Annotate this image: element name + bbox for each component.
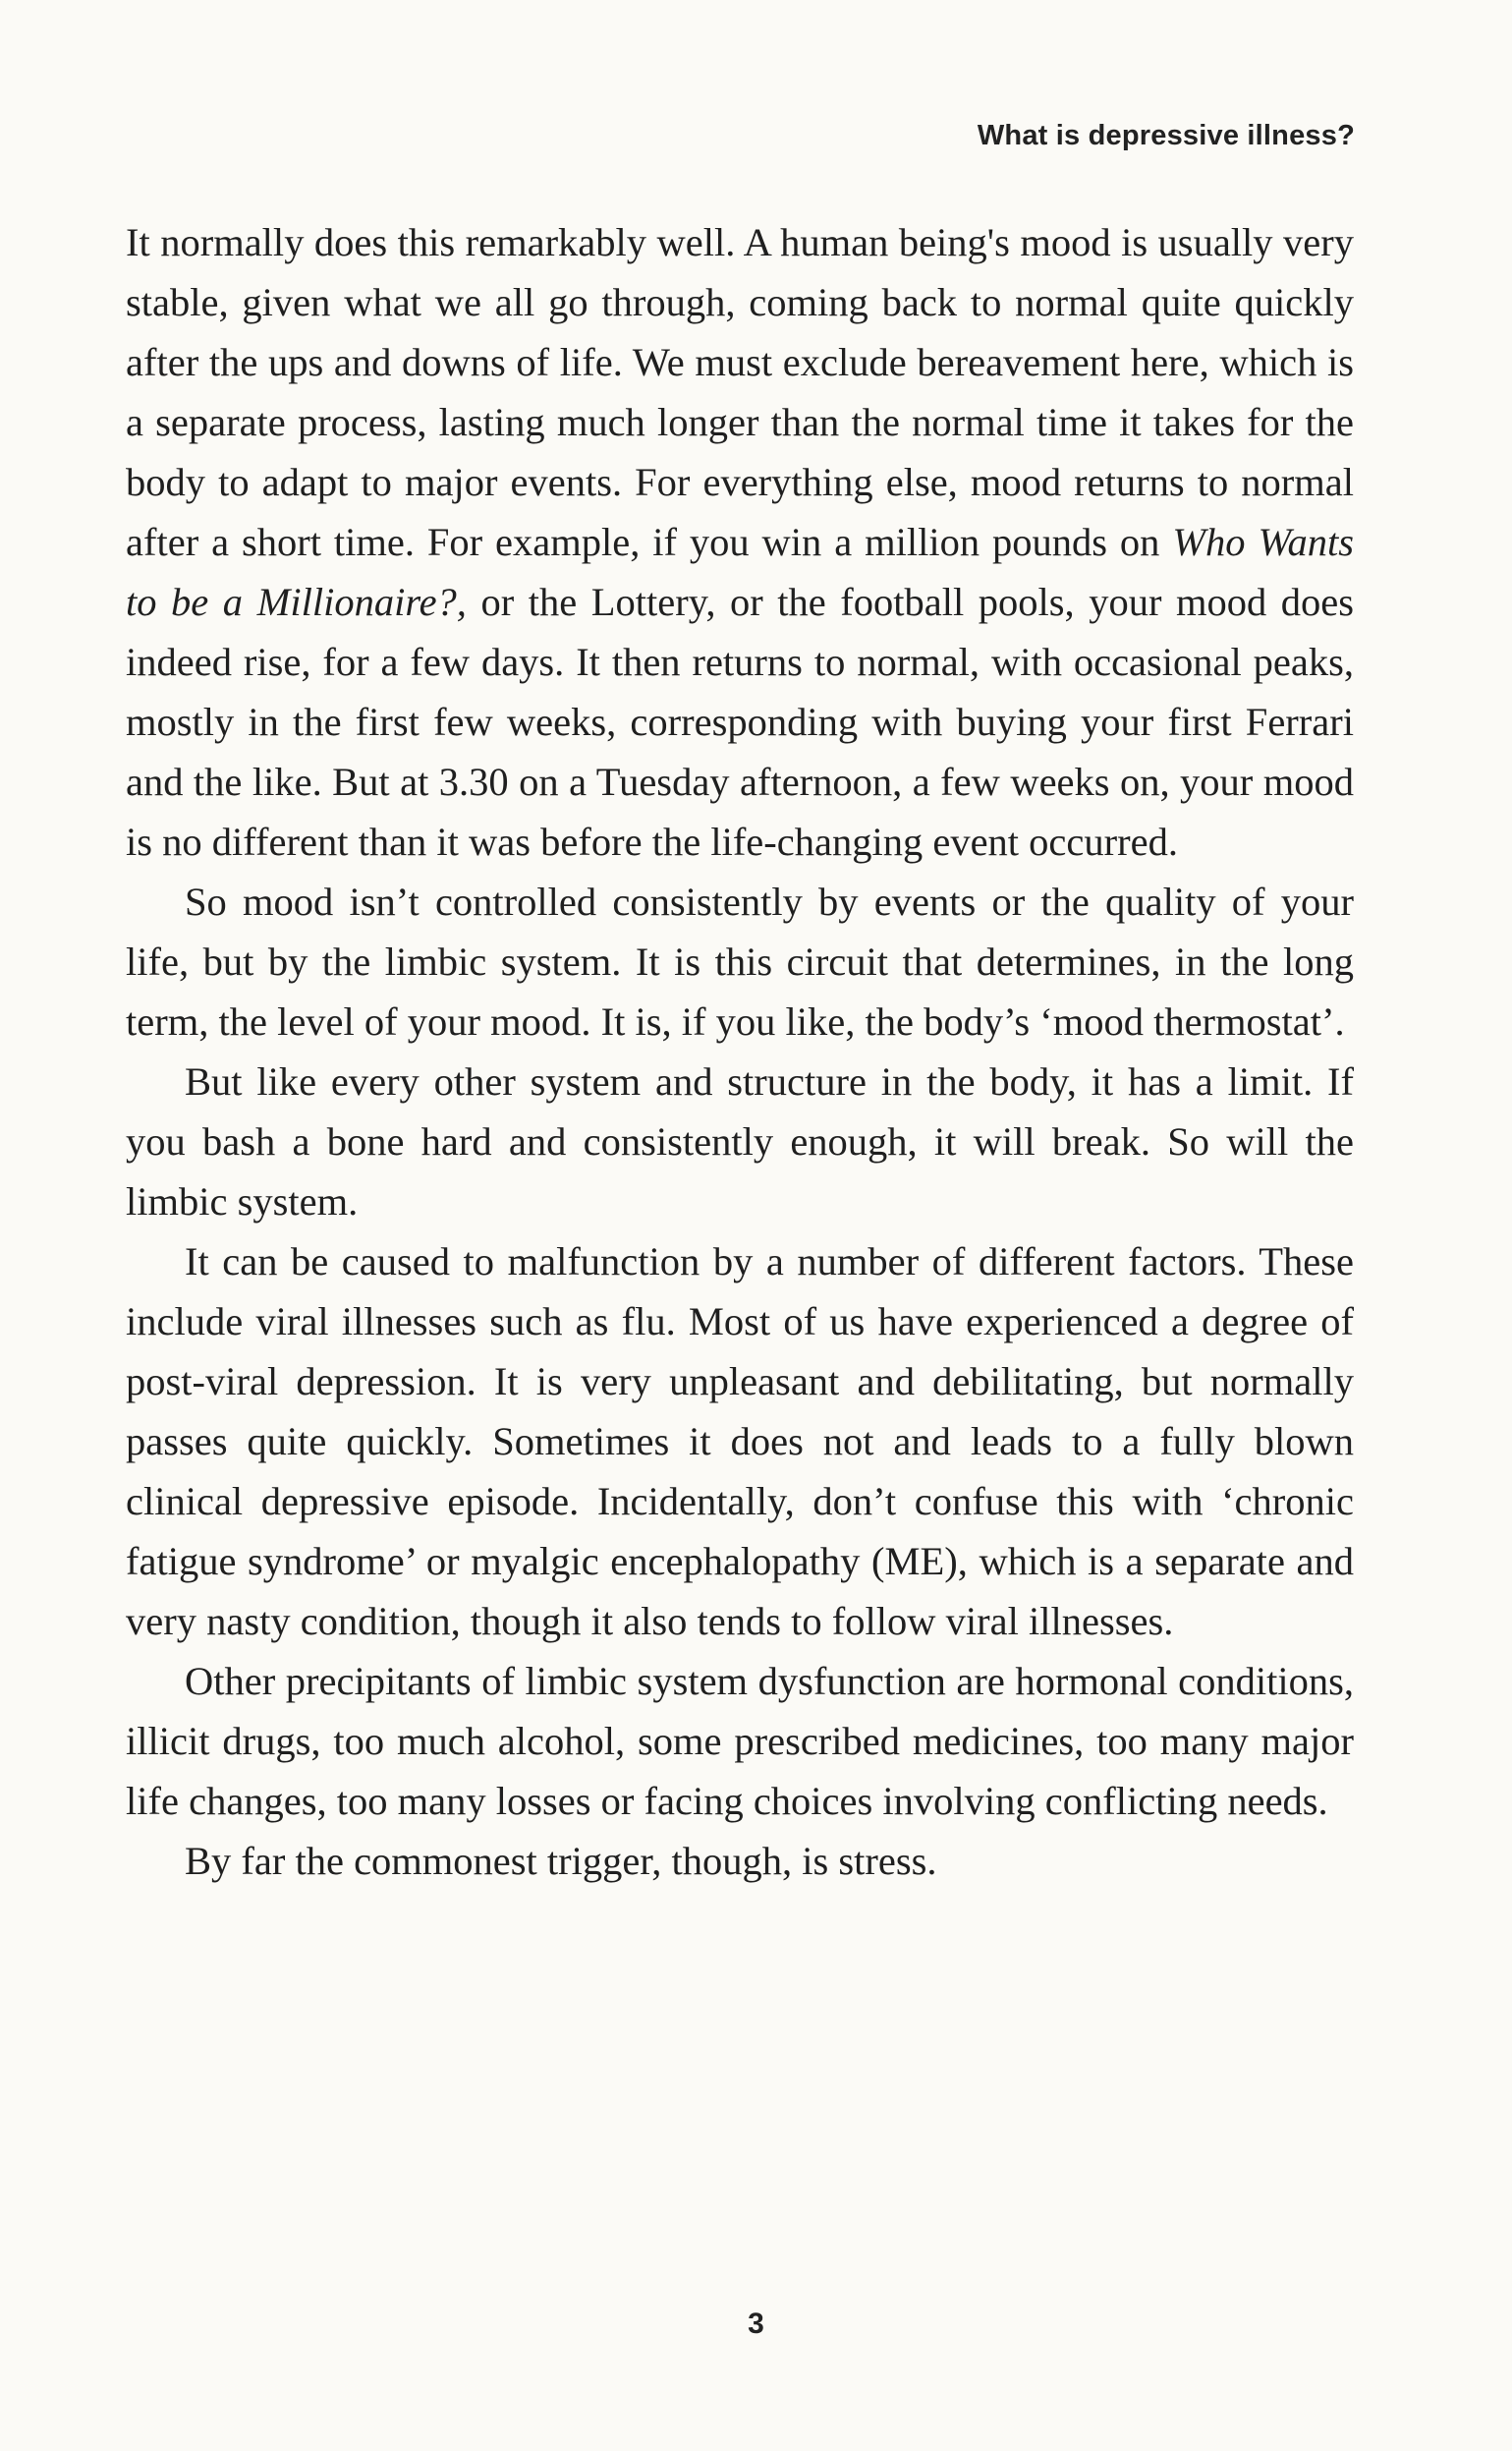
page-number: 3: [748, 2308, 764, 2340]
paragraph-1-text-start: It normally does this remarkably well. A human being's mood is usually very stable, given what we all go through, coming back to normal quite quickly after the ups and downs of life. We must exclude bereavement here, which is a separate process, lasting much longer than the normal time it takes for the body to adapt to major events. For everything else, mood returns to normal after a short time. For example, if you win a million pounds on: [126, 220, 1354, 564]
italic-show-title: Who Wants to be a Millionaire?,: [126, 520, 1354, 624]
running-head: What is depressive illness?: [977, 120, 1355, 151]
paragraph-1-text-end: or the Lottery, or the football pools, your mood does indeed rise, for a few days. It then returns to normal, with occasional peaks, mostly in the first few weeks, corresponding with buying your first Ferrari and the like. But at 3.30 on a Tuesday afternoon, a few weeks on, your mood is no different than it was before the life-changing event occurred.: [126, 580, 1354, 864]
paragraph-5: Other precipitants of limbic system dysfunction are hormonal conditions, illicit drugs, too much alcohol, some prescribed medicines, too many major life changes, too many losses or facing choices involving conflicting needs.: [126, 1659, 1354, 1823]
paragraph-4: It can be caused to malfunction by a number of different factors. These include viral illnesses such as flu. Most of us have experienced a degree of post-viral depression. It is very unpleasant and debilitating, but normally passes quite quickly. Sometimes it does not and leads to a fully blown clinical depressive episode. Incidentally, don’t confuse this with ‘chronic fatigue syndrome’ or myalgic encephalopathy (ME), which is a separate and very nasty condition, though it also tends to follow viral illnesses.: [126, 1239, 1354, 1643]
body-text: [126, 212, 1354, 1891]
paragraph-6: By far the commonest trigger, though, is stress.: [185, 1839, 937, 1883]
paragraph-2: So mood isn’t controlled consistently by events or the quality of your life, but by the limbic system. It is this circuit that determines, in the long term, the level of your mood. It is, if you like, the body’s ‘mood thermostat’.: [126, 880, 1354, 1044]
paragraph-3: But like every other system and structure in the body, it has a limit. If you bash a bone hard and consistently enough, it will break. So will the limbic system.: [126, 1059, 1354, 1224]
paragraph-1: [126, 212, 1354, 872]
